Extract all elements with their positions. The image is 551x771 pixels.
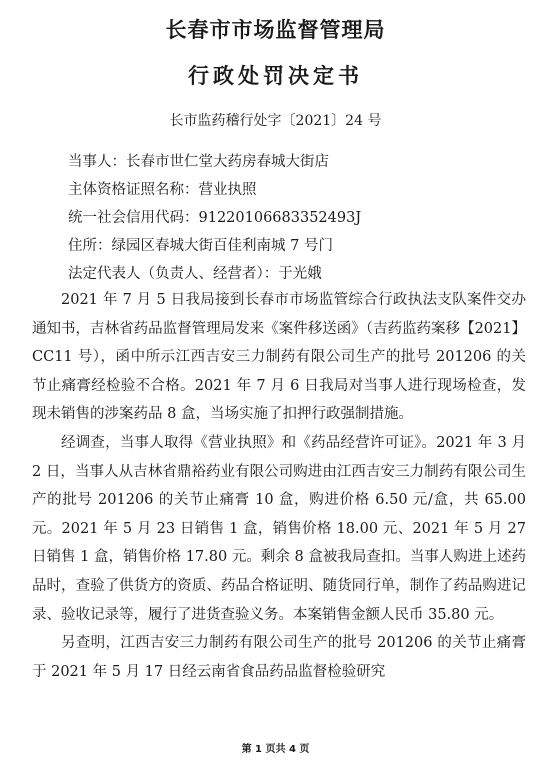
page-number: 第 1 页共 4 页	[241, 744, 310, 755]
address: 住所：绿园区春城大街百佳利南城 7 号门	[68, 238, 333, 254]
document-body	[32, 286, 526, 686]
party-name: 当事人：长春市世仁堂大药房春城大街店	[68, 154, 329, 170]
body-paragraph-3: 另查明，江西吉安三力制药有限公司生产的批号 201206 的关节止痛膏于 2021 年 5 月 17 日经云南省食品药品监督检验研究	[32, 635, 526, 680]
document-number: 长市监药稽行处字〔2021〕24 号	[169, 113, 382, 129]
license-type: 主体资格证照名称：营业执照	[68, 182, 257, 198]
body-paragraph-2: 经调查，当事人取得《营业执照》和《药品经营许可证》。2021 年 3 月 2 日，当事人从吉林省鼎裕药业有限公司购进由江西吉安三力制药有限公司生产的批号 201206 的关节止痛膏 10 盒，购进价格 6.50 元/盒，共 65.00 元。2021 年 5 月 23 日销售 1 盒，销售价格 18.00 元、2021 年 5 月 27 日销售 1 盒，销售价格 17.80 元。剩余 8 盒被我局查扣。当事人购进上述药品时，查验了供货方的资质、药品合格证明、随货同行单，制作了药品购进记录、验收记录等，履行了进货查验义务。本案销售金额人民币 35.80 元。	[32, 434, 526, 623]
credit-code: 统一社会信用代码：91220106683352493J	[68, 210, 362, 226]
agency-title: 长春市市场监督管理局	[165, 17, 386, 42]
body-paragraph-1: 2021 年 7 月 5 日我局接到长春市市场监管综合行政执法支队案件交办通知书，吉林省药品监督管理局发来《案件移送函》（吉药监药案移【2021】CC11 号），函中所示江西吉安三力制药有限公司生产的批号 201206 的关节止痛膏经检验不合格。2021 年 7 月 6 日我局对当事人进行现场检查，发现未销售的涉案药品 8 盒，当场实施了扣押行政强制措施。	[32, 292, 526, 423]
legal-representative: 法定代表人（负责人、经营者）：于光娥	[68, 266, 322, 282]
document-type-title: 行政处罚决定书	[188, 63, 363, 88]
